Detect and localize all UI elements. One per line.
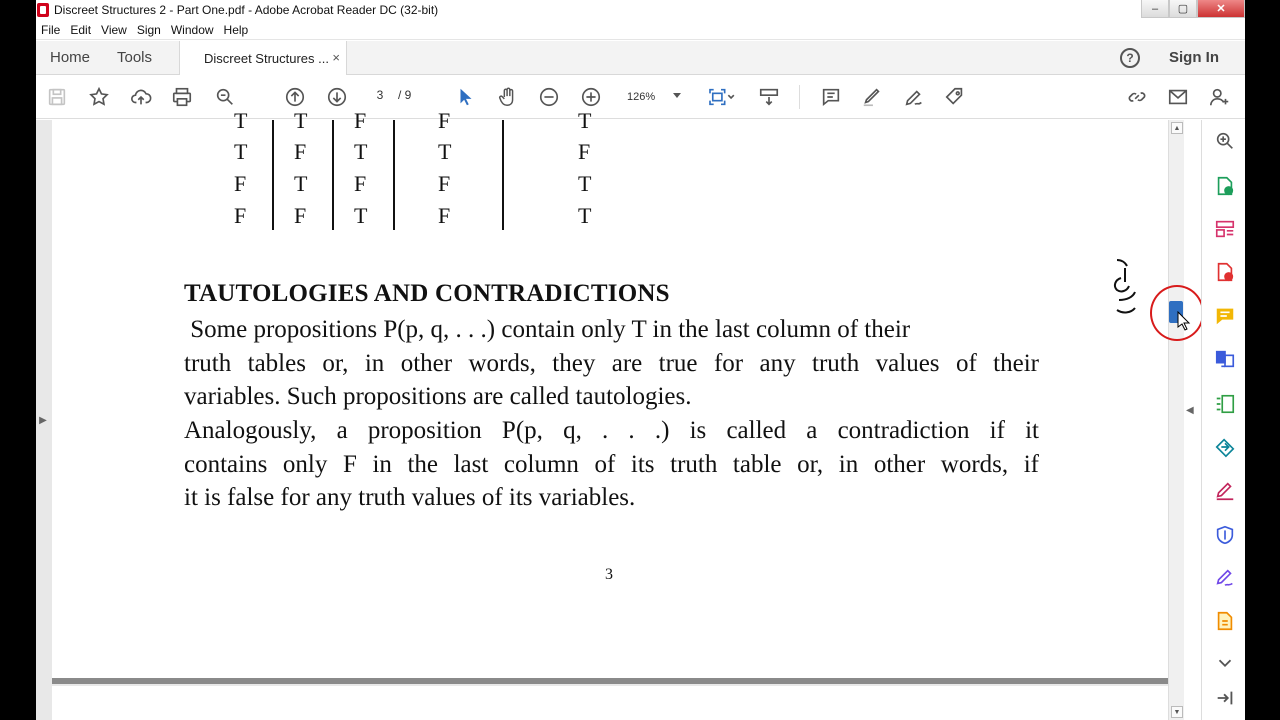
table-cell: F bbox=[438, 108, 451, 133]
stamp-icon[interactable] bbox=[943, 85, 967, 109]
table-cell: T bbox=[234, 108, 248, 133]
table-cell: T bbox=[578, 203, 592, 228]
acrobat-app-icon bbox=[37, 3, 49, 17]
table-divider bbox=[272, 120, 274, 230]
chevron-down-icon bbox=[673, 93, 681, 98]
upload-icon[interactable] bbox=[129, 85, 153, 109]
vertical-scrollbar[interactable] bbox=[1168, 120, 1184, 720]
paragraph-tautologies bbox=[184, 313, 1039, 414]
tab-home[interactable]: Home bbox=[50, 49, 91, 66]
combine-files-icon[interactable] bbox=[1213, 347, 1237, 371]
hand-icon[interactable] bbox=[496, 85, 520, 109]
next-pdf-page bbox=[52, 686, 1168, 720]
organize-pages-icon[interactable] bbox=[1213, 217, 1237, 241]
print-icon[interactable] bbox=[170, 85, 194, 109]
paragraph-contradictions bbox=[184, 414, 1039, 515]
table-cell: T bbox=[578, 171, 592, 196]
window-title: Discreet Structures 2 - Part One.pdf - Adobe Acrobat Reader DC (32-bit) bbox=[54, 3, 439, 17]
bookmark-star-icon[interactable] bbox=[87, 85, 111, 109]
table-cell: T bbox=[354, 139, 368, 164]
collapse-pane-icon[interactable] bbox=[1213, 686, 1237, 710]
email-icon[interactable] bbox=[1166, 85, 1190, 109]
table-divider bbox=[332, 120, 334, 230]
sign-icon[interactable] bbox=[902, 85, 926, 109]
section-heading: TAUTOLOGIES AND CONTRADICTIONS bbox=[184, 280, 670, 307]
menu-edit[interactable]: Edit bbox=[70, 22, 92, 37]
tab-document-label: Discreet Structures ... bbox=[204, 50, 329, 66]
table-divider bbox=[393, 120, 395, 230]
save-icon[interactable] bbox=[45, 85, 69, 109]
page-separator bbox=[52, 678, 1168, 684]
page-number-input[interactable]: 3 bbox=[376, 88, 384, 102]
paragraph-line: contains only F in the last column of its truth table or, in other words, if bbox=[184, 450, 1039, 478]
toolbar bbox=[36, 75, 1245, 119]
page-down-icon[interactable] bbox=[325, 85, 349, 109]
tab-close-icon[interactable]: × bbox=[332, 50, 340, 65]
select-arrow-icon[interactable] bbox=[454, 85, 478, 109]
table-cell: T bbox=[294, 108, 308, 133]
zoom-icon[interactable] bbox=[1213, 129, 1237, 153]
page-up-icon[interactable] bbox=[283, 85, 307, 109]
tab-bar bbox=[36, 41, 1245, 75]
search-icon[interactable] bbox=[213, 85, 237, 109]
menu-sign[interactable]: Sign bbox=[136, 22, 161, 37]
export-pdf-icon[interactable] bbox=[1213, 174, 1237, 198]
sign-in-button[interactable]: Sign In bbox=[1169, 49, 1219, 66]
table-cell: F bbox=[438, 171, 451, 196]
paragraph-line: truth tables or, in other words, they are true for any truth values of their bbox=[184, 349, 1039, 377]
left-pane-expand-icon[interactable]: ▶ bbox=[39, 414, 47, 426]
table-divider bbox=[502, 120, 504, 230]
table-cell: F bbox=[354, 108, 367, 133]
tab-document[interactable] bbox=[179, 41, 347, 75]
zoom-in-icon[interactable] bbox=[579, 85, 603, 109]
sign-tool-icon[interactable] bbox=[1213, 566, 1237, 590]
zoom-value: 126% bbox=[627, 91, 656, 103]
table-cell: F bbox=[294, 139, 307, 164]
fit-page-icon[interactable] bbox=[704, 85, 738, 109]
compress-icon[interactable] bbox=[1213, 392, 1237, 416]
page-total: / 9 bbox=[398, 88, 412, 102]
menu-help[interactable]: Help bbox=[223, 22, 249, 37]
table-cell: F bbox=[438, 203, 451, 228]
zoom-dropdown[interactable] bbox=[621, 87, 687, 107]
document-viewport[interactable] bbox=[36, 108, 1168, 720]
table-cell: F bbox=[578, 139, 591, 164]
close-window-button[interactable]: ✕ bbox=[1197, 0, 1245, 18]
acrobat-window bbox=[36, 0, 1245, 720]
comment-icon[interactable] bbox=[819, 85, 843, 109]
toolbar-divider bbox=[799, 85, 800, 109]
add-user-icon[interactable] bbox=[1208, 85, 1232, 109]
comment-tool-icon[interactable] bbox=[1213, 304, 1237, 328]
scroll-up-icon[interactable]: ▲ bbox=[1171, 122, 1183, 134]
table-cell: T bbox=[438, 139, 452, 164]
scroll-down-icon[interactable]: ▼ bbox=[1171, 706, 1183, 718]
table-cell: F bbox=[294, 203, 307, 228]
expand-more-icon[interactable] bbox=[1213, 651, 1237, 675]
tab-tools[interactable]: Tools bbox=[117, 49, 153, 66]
paragraph-line: Some propositions P(p, q, . . .) contain only T in the last column of their bbox=[184, 316, 911, 343]
minimize-button[interactable]: ‒ bbox=[1141, 0, 1169, 18]
create-pdf-icon[interactable] bbox=[1213, 260, 1237, 284]
table-cell: F bbox=[234, 203, 247, 228]
protect-icon[interactable] bbox=[1213, 523, 1237, 547]
share-link-icon[interactable] bbox=[1125, 85, 1149, 109]
menu-file[interactable]: File bbox=[41, 22, 61, 37]
page-footer-number: 3 bbox=[605, 566, 613, 583]
paragraph-line: Analogously, a proposition P(p, q, . . .) is called a contradiction if it bbox=[184, 417, 1039, 444]
table-cell: F bbox=[234, 171, 247, 196]
menu-window[interactable]: Window bbox=[170, 22, 214, 37]
table-cell: T bbox=[354, 203, 368, 228]
tools-pane bbox=[1201, 120, 1245, 720]
paragraph-line: it is false for any truth values of its variables. bbox=[184, 484, 636, 512]
handwritten-annotation bbox=[1077, 248, 1147, 328]
window-controls bbox=[1141, 0, 1245, 20]
table-cell: T bbox=[578, 108, 592, 133]
fill-sign-icon[interactable] bbox=[1213, 479, 1237, 503]
mouse-cursor-icon bbox=[1177, 311, 1191, 331]
menu-view[interactable]: View bbox=[101, 22, 127, 37]
table-cell: T bbox=[294, 171, 308, 196]
paragraph-line: variables. Such propositions are called tautologies. bbox=[184, 383, 692, 411]
send-track-icon[interactable] bbox=[1213, 435, 1237, 459]
table-cell: F bbox=[354, 171, 367, 196]
scroll-mode-icon[interactable] bbox=[757, 85, 781, 109]
maximize-button[interactable]: ▢ bbox=[1169, 0, 1197, 18]
more-tools-icon[interactable] bbox=[1213, 609, 1237, 633]
pdf-page bbox=[52, 108, 1168, 680]
help-icon[interactable]: ? bbox=[1120, 48, 1140, 68]
menu-bar bbox=[36, 20, 1245, 40]
zoom-out-icon[interactable] bbox=[537, 85, 561, 109]
right-pane-collapse-icon[interactable]: ◀ bbox=[1186, 405, 1194, 416]
title-bar bbox=[36, 0, 1245, 20]
table-cell: T bbox=[234, 139, 248, 164]
highlight-icon[interactable] bbox=[860, 85, 884, 109]
